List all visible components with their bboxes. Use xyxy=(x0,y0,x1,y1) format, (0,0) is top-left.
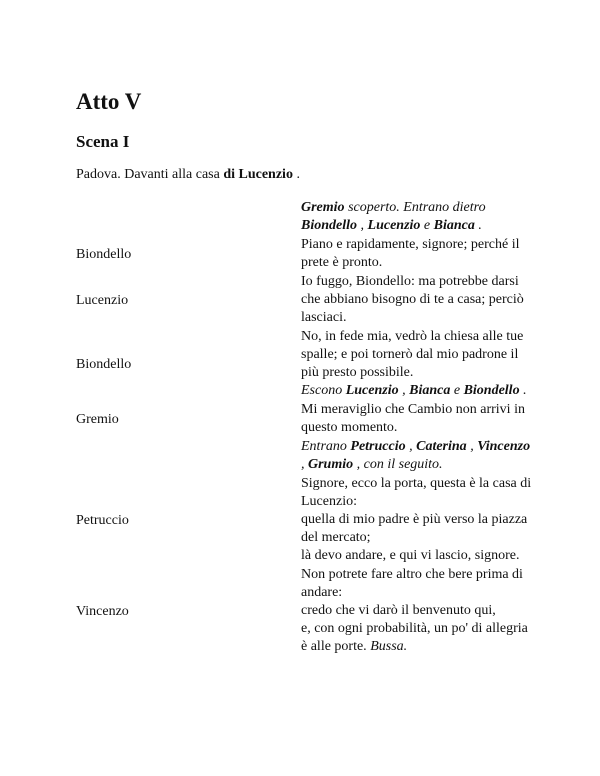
direction-text: . xyxy=(474,218,482,233)
speech-text xyxy=(301,273,536,328)
scene-title: Scena I xyxy=(76,132,130,151)
character-name: Gremio xyxy=(301,200,345,215)
speech-text xyxy=(301,236,536,273)
direction-text: , xyxy=(466,439,478,454)
speaker-name xyxy=(76,199,301,236)
dialogue-table xyxy=(76,199,536,657)
speaker-name: Gremio xyxy=(76,411,119,427)
line-text: No, in fede mia, vedrò la chiesa alle tue spalle; e poi tornerò dal mio padrone il più presto possibile. xyxy=(301,329,524,380)
direction-text: e xyxy=(420,218,434,233)
character-name: Vincenzo xyxy=(477,439,531,454)
dialogue-row xyxy=(76,566,536,657)
line-text: Io fuggo, Biondello: ma potrebbe darsi che abbiano bisogno di te a casa; perciò lasciaci. xyxy=(301,274,524,325)
line-text: e, con ogni probabilità, un po' di allegria è alle porte. xyxy=(301,621,528,654)
speech-text xyxy=(301,401,536,438)
direction-text: , xyxy=(357,218,368,233)
direction-text: , xyxy=(301,457,308,472)
line-text: Piano e rapidamente, signore; perché il prete è pronto. xyxy=(301,237,520,270)
line-text: Signore, ecco la porta, questa è la casa di Lucenzio: xyxy=(301,476,532,509)
dialogue-row xyxy=(76,273,536,328)
line-text: credo che vi darò il benvenuto qui, xyxy=(301,603,496,618)
line-text: Non potrete fare altro che bere prima di andare: xyxy=(301,567,523,600)
direction-text: Escono xyxy=(301,383,346,398)
character-name: Caterina xyxy=(416,439,467,454)
line-text: là devo andare, e qui vi lascio, signore. xyxy=(301,548,520,563)
character-name: Biondello xyxy=(301,218,358,233)
speaker-name xyxy=(76,438,301,475)
scene-setting xyxy=(76,166,300,184)
speaker-name: Vincenzo xyxy=(76,603,129,619)
character-name: Grumio xyxy=(308,457,354,472)
direction-text: , xyxy=(405,439,417,454)
character-name: Bianca xyxy=(433,218,475,233)
speaker-name: Biondello xyxy=(76,246,132,262)
stage-direction xyxy=(301,199,536,236)
dialogue-row xyxy=(76,401,536,438)
direction-text: e xyxy=(450,383,464,398)
character-name: Bianca xyxy=(409,383,451,398)
direction-text: Bussa. xyxy=(370,639,408,654)
setting-text: Padova. Davanti alla casa xyxy=(76,167,224,182)
direction-text: Entrano xyxy=(301,439,351,454)
dialogue-body xyxy=(76,199,536,657)
speaker-name: Lucenzio xyxy=(76,292,129,308)
direction-text: . xyxy=(519,383,527,398)
direction-text: , xyxy=(398,383,410,398)
dialogue-row xyxy=(76,236,536,273)
stage-direction-row xyxy=(76,199,536,236)
character-name: Biondello xyxy=(463,383,520,398)
speaker-name: Petruccio xyxy=(76,512,129,528)
speech-text xyxy=(301,475,536,566)
character-name: Lucenzio xyxy=(367,218,421,233)
speech-text xyxy=(301,566,536,657)
direction-text: scoperto. Entrano dietro xyxy=(344,200,486,215)
setting-end: . xyxy=(292,167,300,182)
act-title: Atto V xyxy=(76,89,142,114)
setting-place: di Lucenzio xyxy=(223,167,293,182)
character-name: Petruccio xyxy=(350,439,406,454)
direction-text: , con il seguito. xyxy=(353,457,443,472)
dialogue-row xyxy=(76,328,536,401)
stage-direction-row xyxy=(76,438,536,475)
speaker-name: Biondello xyxy=(76,356,132,372)
speech-text xyxy=(301,328,536,401)
line-text: Mi meraviglio che Cambio non arrivi in questo momento. xyxy=(301,402,525,435)
line-text: quella di mio padre è più verso la piazza del mercato; xyxy=(301,512,528,545)
stage-direction xyxy=(301,438,536,475)
dialogue-row xyxy=(76,475,536,566)
character-name: Lucenzio xyxy=(345,383,399,398)
